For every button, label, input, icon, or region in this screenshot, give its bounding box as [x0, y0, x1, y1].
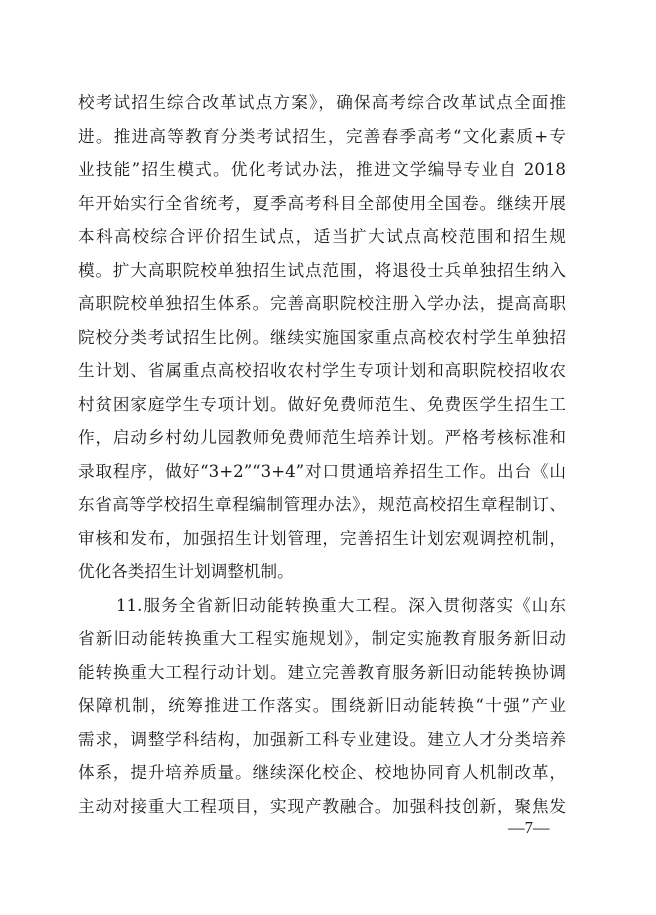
text-line: 进。推进高等教育分类考试招生，完善春季高考“文化素质+专 [78, 126, 566, 146]
text-line: 模。扩大高职院校单独招生试点范围，将退役士兵单独招生纳入 [78, 260, 566, 280]
text-line: 院校分类考试招生比例。继续实施国家重点高校农村学生单独招 [78, 327, 566, 347]
text-line: 录取程序，做好“3+2”“3+4”对口贯通培养招生工作。出台《山 [78, 461, 566, 481]
text-line: 年开始实行全省统考，夏季高考科目全部使用全国卷。继续开展 [78, 193, 566, 213]
text-line: 省新旧动能转换重大工程实施规划》，制定实施教育服务新旧动 [78, 629, 566, 648]
text-line: 校考试招生综合改革试点方案》，确保高考综合改革试点全面推 [78, 93, 566, 112]
text-line: 保障机制，统筹推进工作落实。围绕新旧动能转换“十强”产业 [78, 696, 566, 715]
body-text [78, 86, 566, 823]
text-line: 生计划、省属重点高校招收农村学生专项计划和高职院校招收农 [78, 361, 566, 380]
text-line: 审核和发布，加强招生计划管理，完善招生计划宏观调控机制， [78, 528, 566, 548]
text-line: 主动对接重大工程项目，实现产教融合。加强科技创新，聚焦发 [78, 796, 566, 816]
page-number: —7— [508, 818, 550, 837]
text-line: 本科高校综合评价招生试点，适当扩大试点高校范围和招生规 [78, 227, 566, 246]
text-line: 高职院校单独招生体系。完善高职院校注册入学办法，提高高职 [78, 294, 566, 313]
text-line: 需求，调整学科结构，加强新工科专业建设。建立人才分类培养 [78, 729, 566, 749]
text-line: 作，启动乡村幼儿园教师免费师范生培养计划。严格考核标准和 [78, 428, 566, 447]
text-line: 村贫困家庭学生专项计划。做好免费师范生、免费医学生招生工 [78, 394, 566, 414]
text-line: 业技能”招生模式。优化考试办法，推进文学编导专业自 2018 [78, 160, 566, 179]
text-line: 体系，提升培养质量。继续深化校企、校地协同育人机制改革， [78, 763, 566, 782]
text-line: 优化各类招生计划调整机制。 [78, 562, 294, 581]
section-heading-line: 11.服务全省新旧动能转换重大工程。深入贯彻落实《山东 [116, 595, 566, 615]
text-line: 能转换重大工程行动计划。建立完善教育服务新旧动能转换协调 [78, 662, 566, 682]
text-line: 东省高等学校招生章程编制管理办法》，规范高校招生章程制订、 [78, 495, 566, 514]
